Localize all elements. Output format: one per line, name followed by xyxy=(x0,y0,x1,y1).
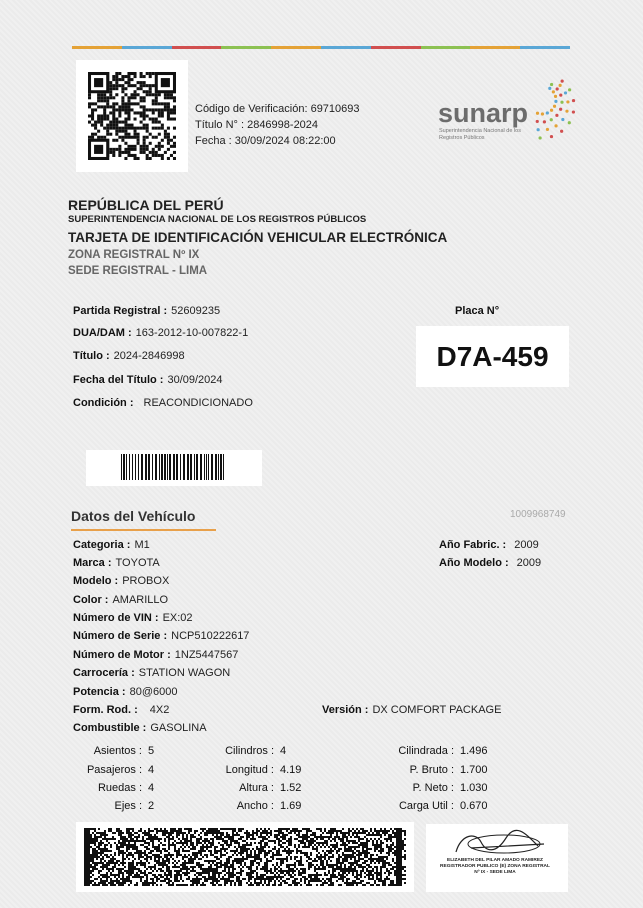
marca-value: TOYOTA xyxy=(115,557,160,569)
modelo-label: Modelo : xyxy=(73,575,119,587)
potencia-label: Potencia : xyxy=(73,686,126,698)
motor-label: Número de Motor : xyxy=(73,649,171,661)
stripe-segment xyxy=(72,46,122,49)
marca-row xyxy=(73,557,160,569)
serie-label: Número de Serie : xyxy=(73,630,168,642)
pasajeros-value: 4 xyxy=(148,764,155,776)
stripe-segment xyxy=(520,46,570,49)
titulo-label: Título : xyxy=(73,350,110,362)
carga-label: Carga Util : xyxy=(398,800,454,812)
formrod-row xyxy=(73,704,169,716)
titulo-value: 2024-2846998 xyxy=(113,350,185,362)
ruedas-value: 4 xyxy=(148,782,155,794)
longitud-label: Longitud : xyxy=(225,764,274,776)
cilindrada-label: Cilindrada : xyxy=(398,745,454,757)
condicion-label: Condición : xyxy=(73,397,134,409)
verification-block xyxy=(195,101,360,149)
dua-label: DUA/DAM : xyxy=(73,327,132,339)
version-value: DX COMFORT PACKAGE xyxy=(372,704,502,716)
vin-label: Número de VIN : xyxy=(73,612,159,624)
pneto-value: 1.030 xyxy=(460,782,488,794)
header-tarjeta: TARJETA DE IDENTIFICACIÓN VEHICULAR ELECTRÓNICA xyxy=(68,230,448,245)
asientos-value: 5 xyxy=(148,745,155,757)
fecha-titulo-label: Fecha del Título : xyxy=(73,374,164,386)
ejes-value: 2 xyxy=(148,800,155,812)
signature-text: ELIZABETH DEL PILAR AMADO RAMIREZ REGISTRADOR PUBLICO (E) ZONA REGISTRAL Nº IX - SEDE LIMA xyxy=(440,858,550,875)
barcode-2d xyxy=(76,822,414,892)
fecha-titulo-value: 30/09/2024 xyxy=(167,374,223,386)
potencia-value: 80@6000 xyxy=(129,686,178,698)
altura-label: Altura : xyxy=(239,782,274,794)
stripe-segment xyxy=(321,46,371,49)
combustible-label: Combustible : xyxy=(73,722,147,734)
logo-word: sunarp xyxy=(438,98,529,128)
condicion-row xyxy=(73,397,253,409)
placa-box xyxy=(416,326,569,387)
asientos-label: Asientos : xyxy=(93,745,142,757)
marca-label: Marca : xyxy=(73,557,112,569)
motor-row xyxy=(73,649,238,661)
stripe-segment xyxy=(122,46,172,49)
partida-row xyxy=(73,305,220,317)
dua-value: 163-2012-10-007822-1 xyxy=(135,327,249,339)
stripe-segment xyxy=(221,46,271,49)
vin-row xyxy=(73,612,193,624)
version-label: Versión : xyxy=(322,704,369,716)
vin-value: EX:02 xyxy=(162,612,193,624)
barcode-small xyxy=(86,450,262,486)
formrod-label: Form. Rod. : xyxy=(73,704,138,716)
cilindros-value: 4 xyxy=(280,745,287,757)
qr-code-box xyxy=(76,60,188,172)
potencia-row xyxy=(73,686,177,698)
carroceria-label: Carrocería : xyxy=(73,667,135,679)
ancho-label: Ancho : xyxy=(236,800,274,812)
categoria-value: M1 xyxy=(134,539,150,551)
color-stripe xyxy=(72,46,570,49)
altura-value: 1.52 xyxy=(280,782,302,794)
cilindrada-value: 1.496 xyxy=(460,745,488,757)
modelo-value: PROBOX xyxy=(122,575,170,587)
anio-mod-row xyxy=(439,557,541,569)
color-row xyxy=(73,594,168,606)
partida-value: 52609235 xyxy=(171,305,221,317)
categoria-row xyxy=(73,539,150,551)
ejes-label: Ejes : xyxy=(114,800,142,812)
placa-label: Placa N° xyxy=(455,305,500,317)
carroceria-row xyxy=(73,667,230,679)
anio-fab-label: Año Fabric. : xyxy=(439,539,507,551)
ruedas-label: Ruedas : xyxy=(97,782,142,794)
color-value: AMARILLO xyxy=(112,594,169,606)
carga-value: 0.670 xyxy=(460,800,488,812)
stripe-segment xyxy=(172,46,222,49)
anio-fab-value: 2009 xyxy=(514,539,539,551)
modelo-row xyxy=(73,575,169,587)
sunarp-logo xyxy=(432,70,582,156)
signature-box xyxy=(426,824,568,892)
ancho-value: 1.69 xyxy=(280,800,302,812)
partida-label: Partida Registral : xyxy=(73,305,168,317)
serial-number: 1009968749 xyxy=(510,509,566,520)
condicion-value: REACONDICIONADO xyxy=(143,397,253,409)
carroceria-value: STATION WAGON xyxy=(138,667,231,679)
stripe-segment xyxy=(271,46,321,49)
qr-code xyxy=(88,72,176,160)
titulo-row xyxy=(73,350,185,362)
stripe-segment xyxy=(371,46,421,49)
categoria-label: Categoria : xyxy=(73,539,131,551)
barcode-small-bars xyxy=(86,450,262,486)
verification-fecha: Fecha : 30/09/2024 08:22:00 xyxy=(195,135,336,147)
serie-row xyxy=(73,630,249,642)
pbruto-label: P. Bruto : xyxy=(409,764,454,776)
formrod-value: 4X2 xyxy=(149,704,170,716)
header-republica: REPÚBLICA DEL PERÚ xyxy=(68,197,224,213)
header-zona: ZONA REGISTRAL Nº IX xyxy=(68,249,200,261)
serie-value: NCP510222617 xyxy=(171,630,250,642)
dua-row xyxy=(73,327,248,339)
stripe-segment xyxy=(470,46,520,49)
pasajeros-label: Pasajeros : xyxy=(86,764,142,776)
verification-titulo: Título N° : 2846998-2024 xyxy=(195,119,319,131)
anio-mod-value: 2009 xyxy=(516,557,542,569)
header-sede: SEDE REGISTRAL - LIMA xyxy=(68,265,208,277)
fecha-titulo-row xyxy=(73,374,223,386)
stripe-segment xyxy=(421,46,471,49)
datos-title: Datos del Vehículo xyxy=(71,508,196,524)
verification-code: Código de Verificación: 69710693 xyxy=(195,103,360,115)
barcode-2d-pattern xyxy=(76,822,414,892)
anio-mod-label: Año Modelo : xyxy=(439,557,509,569)
combustible-value: GASOLINA xyxy=(150,722,207,734)
datos-underline xyxy=(71,529,216,531)
longitud-value: 4.19 xyxy=(280,764,302,776)
version-row xyxy=(322,704,501,716)
motor-value: 1NZ5447567 xyxy=(174,649,239,661)
anio-fab-row xyxy=(439,539,539,551)
logo-subtitle: Superintendencia Nacional de los Registros Públicos xyxy=(439,128,521,141)
placa-value: D7A-459 xyxy=(436,340,549,372)
combustible-row xyxy=(73,722,207,734)
header-superintendencia: SUPERINTENDENCIA NACIONAL DE LOS REGISTROS PÚBLICOS xyxy=(68,214,367,225)
color-label: Color : xyxy=(73,594,109,606)
pneto-label: P. Neto : xyxy=(412,782,454,794)
pbruto-value: 1.700 xyxy=(460,764,488,776)
cilindros-label: Cilindros : xyxy=(225,745,274,757)
